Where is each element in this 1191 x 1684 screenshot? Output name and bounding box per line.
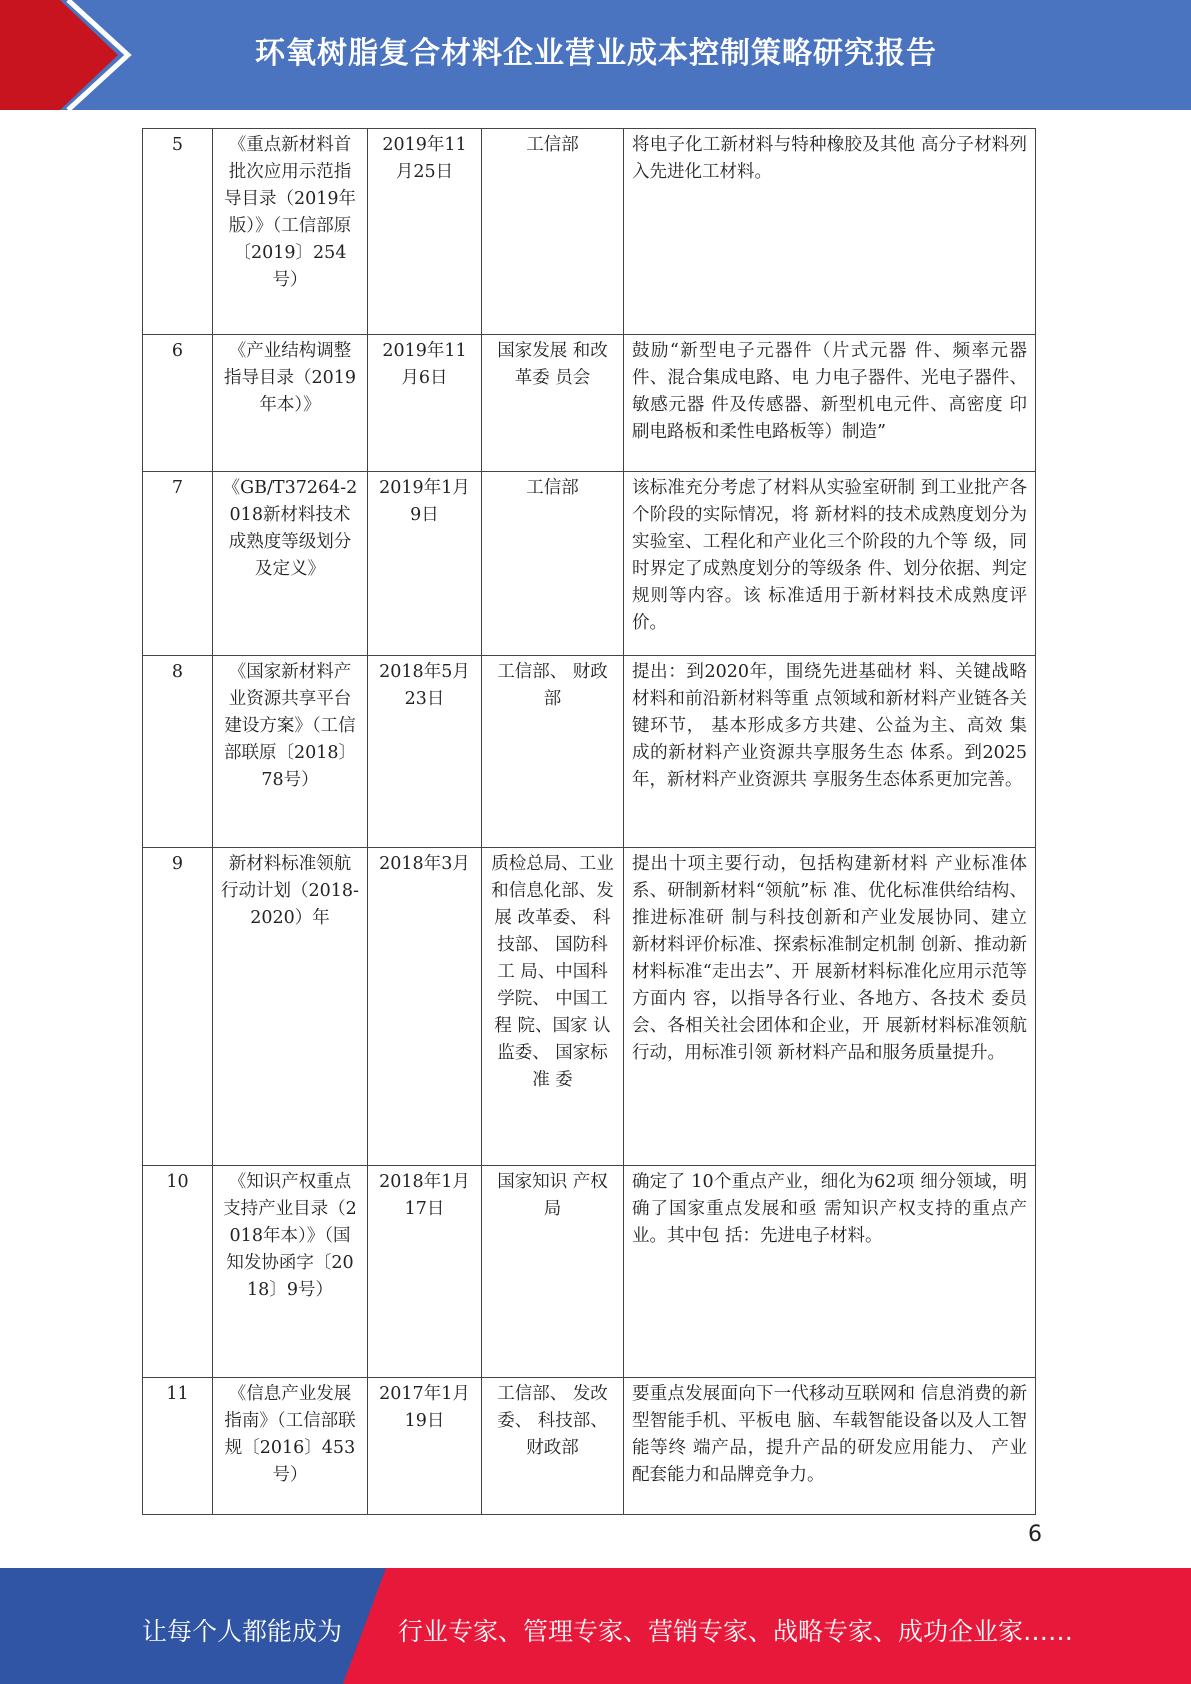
policy-name: 《信息产业发展指南》（工信部联规〔2016〕453号） <box>213 1378 368 1515</box>
policy-table <box>142 128 1036 1515</box>
issuing-department: 工信部、 财政部 <box>482 656 624 848</box>
issue-date: 2019年11月6日 <box>368 335 482 472</box>
row-number: 7 <box>143 472 213 656</box>
table-row <box>143 1166 1036 1378</box>
policy-content: 提出十项主要行动，包括构建新材料 产业标准体系、研制新材料“领航”标 准、优化标准供给结构、推进标准研 制与科技创新和产业发展协同、建立 新材料评价标准、探索标准制定机制 创新、推动新材料标准“走出去”、开 展新材料标准化应用示范等方面内 容，以指导各行业、各地方、各技术 委员会、各相关社会团体和企业，开 展新材料标准领航行动，用标准引领 新材料产品和服务质量提升。 <box>624 848 1036 1166</box>
issue-date: 2019年11月25日 <box>368 129 482 335</box>
row-number: 8 <box>143 656 213 848</box>
table-row <box>143 656 1036 848</box>
row-number: 6 <box>143 335 213 472</box>
issuing-department: 质检总局、工业 和信息化部、发展 改革委、 科技部、 国防科工 局、中国科学院、 中国工程 院、国家 认监委、 国家标准 委 <box>482 848 624 1166</box>
issue-date: 2019年1月9日 <box>368 472 482 656</box>
table-row <box>143 472 1036 656</box>
table-row <box>143 848 1036 1166</box>
policy-content: 提出：到2020年，围绕先进基础材 料、关键战略材料和前沿新材料等重 点领域和新材料产业链各关键环节， 基本形成多方共建、公益为主、高效 集成的新材料产业资源共享服务生态 体系。到2025年，新材料产业资源共 享服务生态体系更加完善。 <box>624 656 1036 848</box>
policy-name: 《知识产权重点支持产业目录（2018年本）》（国知发协函字〔2018〕9号） <box>213 1166 368 1378</box>
issuing-department: 工信部、 发改委、 科技部、 财政部 <box>482 1378 624 1515</box>
footer-slogan-right: 行业专家、管理专家、营销专家、战略专家、成功企业家…… <box>398 1617 1074 1646</box>
row-number: 9 <box>143 848 213 1166</box>
table-row <box>143 1378 1036 1515</box>
page-number: 6 <box>1028 1522 1042 1547</box>
issue-date: 2017年1月19日 <box>368 1378 482 1515</box>
issuing-department: 国家发展 和改革委 员会 <box>482 335 624 472</box>
issuing-department: 工信部 <box>482 472 624 656</box>
header-red-chevron <box>0 0 150 110</box>
policy-content: 要重点发展面向下一代移动互联网和 信息消费的新型智能手机、平板电 脑、车载智能设备以及人工智能等终 端产品，提升产品的研发应用能力、 产业配套能力和品牌竞争力。 <box>624 1378 1036 1515</box>
issuing-department: 国家知识 产权局 <box>482 1166 624 1378</box>
policy-content: 该标准充分考虑了材料从实验室研制 到工业批产各个阶段的实际情况，将 新材料的技术成熟度划分为实验室、工程化和产业化三个阶段的九个等 级，同时界定了成熟度划分的等级条 件、划分依据、判定规则等内容。该 标准适用于新材料技术成熟度评价。 <box>624 472 1036 656</box>
policy-name: 《国家新材料产业资源共享平台建设方案》（工信部联原〔2018〕78号） <box>213 656 368 848</box>
policy-name: 新材料标准领航行动计划（2018-2020）年 <box>213 848 368 1166</box>
table-row <box>143 335 1036 472</box>
policy-content: 鼓励“新型电子元器件（片式元器 件、频率元器件、混合集成电路、电 力电子器件、光电子器件、敏感元器 件及传感器、新型机电元件、高密度 印刷电路板和柔性电路板等）制造” <box>624 335 1036 472</box>
issue-date: 2018年5月23日 <box>368 656 482 848</box>
row-number: 5 <box>143 129 213 335</box>
row-number: 10 <box>143 1166 213 1378</box>
row-number: 11 <box>143 1378 213 1515</box>
policy-name: 《重点新材料首批次应用示范指导目录（2019年版）》（工信部原〔2019〕254号） <box>213 129 368 335</box>
report-title: 环氧树脂复合材料企业营业成本控制策略研究报告 <box>255 36 937 71</box>
issue-date: 2018年1月17日 <box>368 1166 482 1378</box>
policy-content: 将电子化工新材料与特种橡胶及其他 高分子材料列入先进化工材料。 <box>624 129 1036 335</box>
issue-date: 2018年3月 <box>368 848 482 1166</box>
policy-content: 确定了 10个重点产业，细化为62项 细分领域，明确了国家重点发展和亟 需知识产权支持的重点产业。其中包 括：先进电子材料。 <box>624 1166 1036 1378</box>
page-header <box>0 0 1191 110</box>
issuing-department: 工信部 <box>482 129 624 335</box>
policy-name: 《产业结构调整指导目录（2019年本）》 <box>213 335 368 472</box>
footer-slogan-left: 让每个人都能成为 <box>142 1617 343 1646</box>
policy-name: 《GB/T37264-2018新材料技术成熟度等级划分及定义》 <box>213 472 368 656</box>
table-row <box>143 129 1036 335</box>
